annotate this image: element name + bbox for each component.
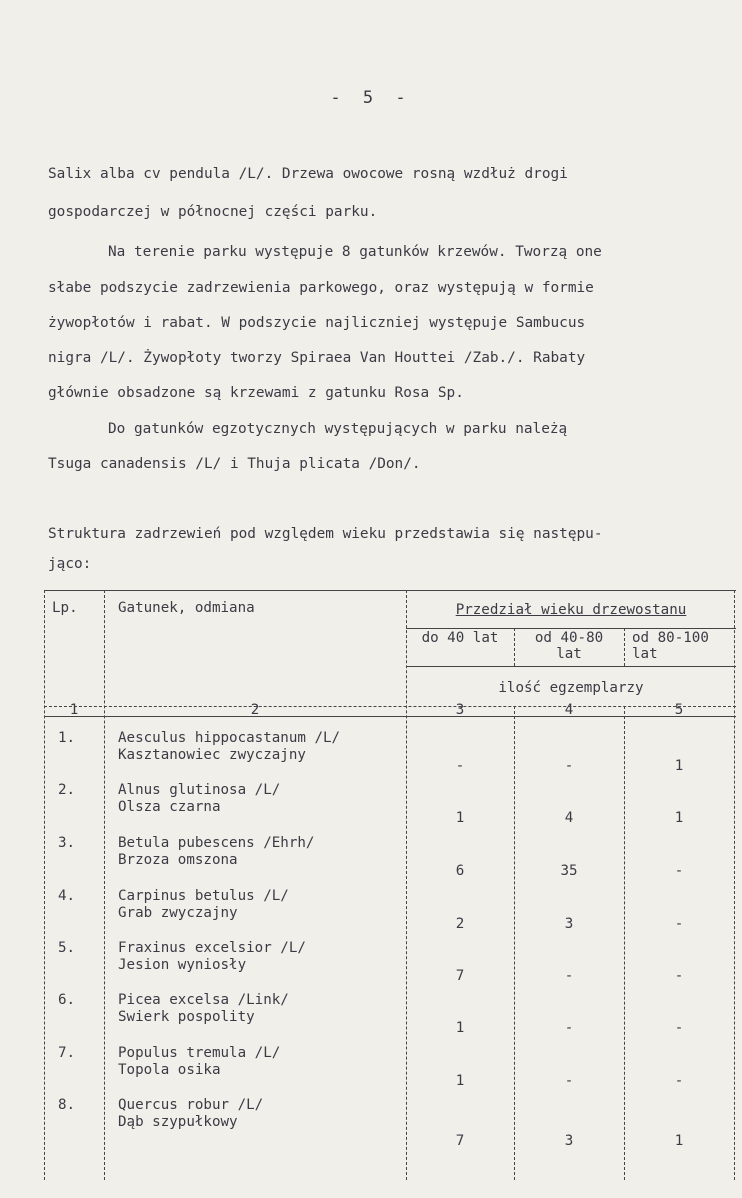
table-vline bbox=[734, 590, 735, 1180]
header-age-range: Przedział wieku drzewostanu bbox=[455, 602, 687, 618]
header-col-c-1: od 80-100 bbox=[632, 630, 709, 646]
table-top-border bbox=[44, 590, 736, 591]
row-count-40-80: 35 bbox=[560, 863, 578, 879]
row-polish-name: Kasztanowiec zwyczajny bbox=[118, 747, 306, 763]
paragraph-line: Salix alba cv pendula /L/. Drzewa owocowe rosną wzdłuż drogi bbox=[48, 166, 568, 182]
row-count-under-40: 6 bbox=[455, 863, 465, 879]
table-vline bbox=[44, 590, 45, 1180]
row-count-80-100: - bbox=[674, 863, 684, 879]
row-count-40-80: 3 bbox=[564, 1133, 574, 1149]
row-polish-name: Topola osika bbox=[118, 1062, 221, 1078]
row-count-40-80: - bbox=[564, 758, 574, 774]
row-count-40-80: - bbox=[564, 1020, 574, 1036]
paragraph-line: słabe podszycie zadrzewienia parkowego, oraz występują w formie bbox=[48, 280, 594, 296]
table-count-border bbox=[406, 666, 736, 667]
row-count-80-100: 1 bbox=[674, 810, 684, 826]
header-lp: Lp. bbox=[52, 600, 78, 616]
row-count-under-40: 2 bbox=[455, 916, 465, 932]
row-count-40-80: - bbox=[564, 1073, 574, 1089]
row-latin-name: Betula pubescens /Ehrh/ bbox=[118, 835, 315, 851]
row-count-80-100: - bbox=[674, 916, 684, 932]
row-lp: 4. bbox=[58, 888, 76, 904]
row-polish-name: Swierk pospolity bbox=[118, 1009, 255, 1025]
age-structure-table bbox=[44, 590, 736, 1180]
paragraph-line: Na terenie parku występuje 8 gatunków krzewów. Tworzą one bbox=[108, 244, 602, 260]
col-number: 3 bbox=[455, 702, 465, 718]
header-species: Gatunek, odmiana bbox=[118, 600, 255, 616]
paragraph-line: żywopłotów i rabat. W podszycie najliczniej występuje Sambucus bbox=[48, 315, 586, 331]
table-vline bbox=[624, 628, 625, 666]
row-count-40-80: 4 bbox=[564, 810, 574, 826]
row-lp: 8. bbox=[58, 1097, 76, 1113]
col-number: 2 bbox=[250, 702, 260, 718]
paragraph-line: Do gatunków egzotycznych występujących w parku należą bbox=[108, 421, 568, 437]
table-vline bbox=[104, 590, 105, 1180]
row-latin-name: Carpinus betulus /L/ bbox=[118, 888, 289, 904]
row-latin-name: Fraxinus excelsior /L/ bbox=[118, 940, 306, 956]
row-count-80-100: - bbox=[674, 1020, 684, 1036]
row-polish-name: Olsza czarna bbox=[118, 799, 221, 815]
table-vline bbox=[406, 590, 407, 1180]
header-count: ilość egzemplarzy bbox=[498, 680, 644, 696]
row-count-under-40: - bbox=[455, 758, 465, 774]
paragraph-line: jąco: bbox=[48, 556, 92, 572]
row-lp: 5. bbox=[58, 940, 76, 956]
row-count-40-80: - bbox=[564, 968, 574, 984]
header-col-c-2: lat bbox=[632, 646, 658, 662]
paragraph-line: głównie obsadzone są krzewami z gatunku Rosa Sp. bbox=[48, 385, 464, 401]
paragraph-line: Struktura zadrzewień pod względem wieku przedstawia się następu- bbox=[48, 526, 603, 542]
row-latin-name: Aesculus hippocastanum /L/ bbox=[118, 730, 341, 746]
row-polish-name: Jesion wyniosły bbox=[118, 957, 247, 973]
row-latin-name: Picea excelsa /Link/ bbox=[118, 992, 289, 1008]
row-count-40-80: 3 bbox=[564, 916, 574, 932]
paragraph-line: gospodarczej w północnej części parku. bbox=[48, 204, 378, 220]
row-count-80-100: 1 bbox=[674, 1133, 684, 1149]
row-count-80-100: 1 bbox=[674, 758, 684, 774]
row-count-under-40: 1 bbox=[455, 810, 465, 826]
row-lp: 2. bbox=[58, 782, 76, 798]
row-polish-name: Grab zwyczajny bbox=[118, 905, 238, 921]
paragraph-line: nigra /L/. Żywopłoty tworzy Spiraea Van Houttei /Zab./. Rabaty bbox=[48, 350, 586, 366]
col-number: 5 bbox=[674, 702, 684, 718]
row-count-under-40: 1 bbox=[455, 1020, 465, 1036]
row-latin-name: Quercus robur /L/ bbox=[118, 1097, 264, 1113]
row-latin-name: Populus tremula /L/ bbox=[118, 1045, 281, 1061]
table-vline bbox=[624, 706, 625, 1180]
header-col-b-1: od 40-80 bbox=[534, 630, 604, 646]
row-count-80-100: - bbox=[674, 1073, 684, 1089]
row-count-under-40: 7 bbox=[455, 968, 465, 984]
row-polish-name: Brzoza omszona bbox=[118, 852, 238, 868]
row-lp: 7. bbox=[58, 1045, 76, 1061]
row-polish-name: Dąb szypułkowy bbox=[118, 1114, 238, 1130]
page-number: - 5 - bbox=[330, 88, 412, 108]
header-col-b-2: lat bbox=[556, 646, 582, 662]
header-col-a: do 40 lat bbox=[421, 630, 499, 646]
row-count-under-40: 1 bbox=[455, 1073, 465, 1089]
row-lp: 3. bbox=[58, 835, 76, 851]
row-lp: 1. bbox=[58, 730, 76, 746]
table-vline bbox=[514, 706, 515, 1180]
col-number: 4 bbox=[564, 702, 574, 718]
row-count-80-100: - bbox=[674, 968, 684, 984]
row-latin-name: Alnus glutinosa /L/ bbox=[118, 782, 281, 798]
table-subheader-border bbox=[406, 628, 736, 629]
paragraph-line: Tsuga canadensis /L/ i Thuja plicata /Don/. bbox=[48, 456, 421, 472]
row-lp: 6. bbox=[58, 992, 76, 1008]
row-count-under-40: 7 bbox=[455, 1133, 465, 1149]
col-number: 1 bbox=[69, 702, 79, 718]
